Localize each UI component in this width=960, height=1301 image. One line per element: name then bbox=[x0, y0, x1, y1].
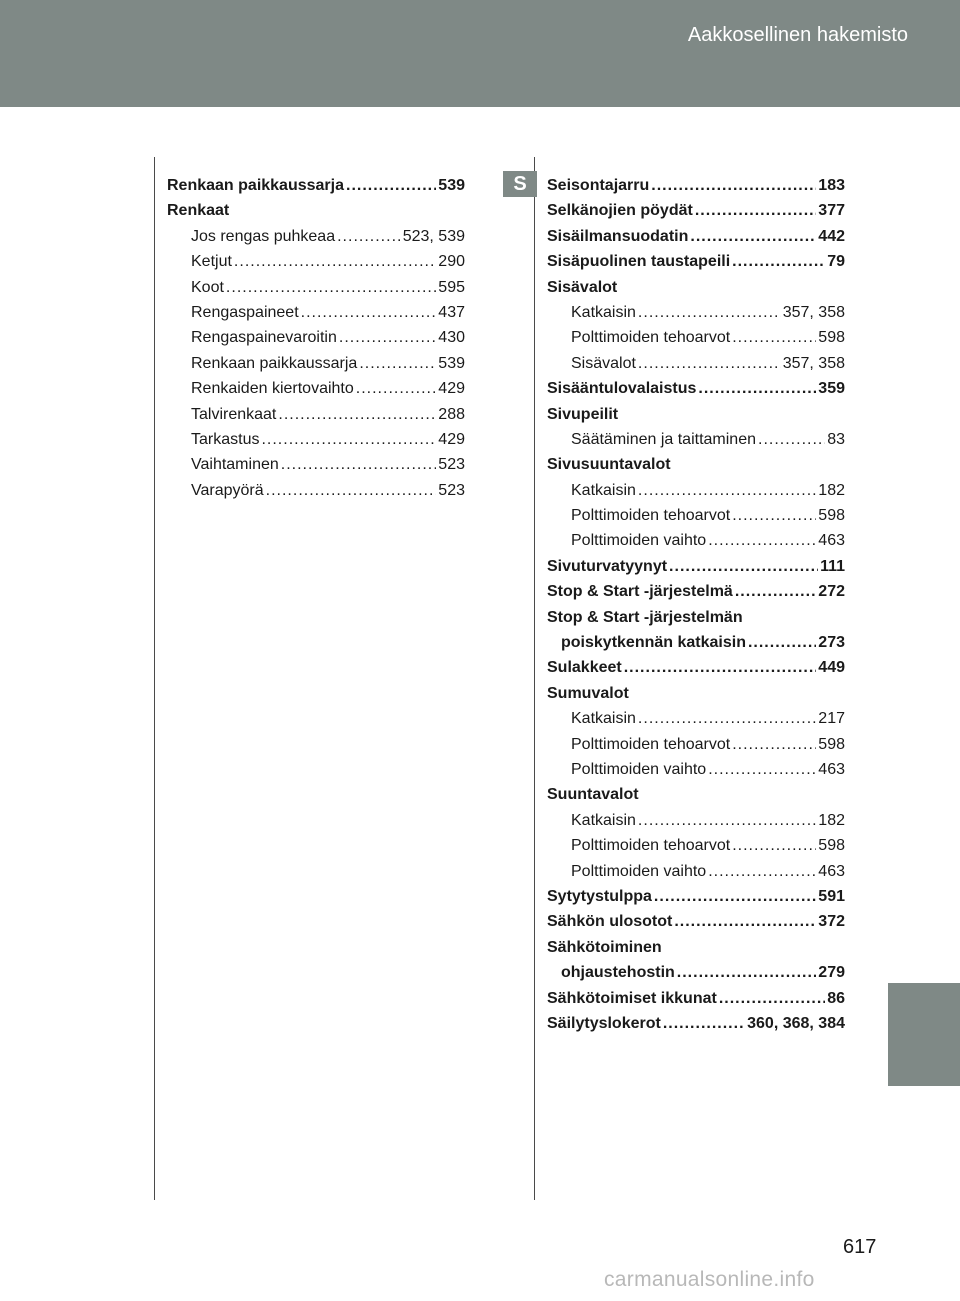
leader-dots bbox=[732, 732, 816, 757]
entry-page-ref[interactable]: 442 bbox=[818, 227, 845, 245]
leader-dots bbox=[732, 325, 816, 350]
index-subentry[interactable] bbox=[547, 706, 845, 731]
index-subentry[interactable] bbox=[547, 528, 845, 553]
leader-dots bbox=[732, 833, 816, 858]
index-heading[interactable] bbox=[167, 198, 465, 223]
entry-label: Polttimoiden vaihto bbox=[571, 862, 707, 880]
leader-dots bbox=[719, 986, 825, 1011]
index-heading-label: Sivusuuntavalot bbox=[547, 456, 671, 474]
entry-label: Renkaiden kiertovaihto bbox=[191, 380, 354, 398]
leader-dots bbox=[278, 402, 436, 427]
entry-page-ref[interactable]: 359 bbox=[818, 380, 845, 398]
entry-page-ref[interactable]: 182 bbox=[818, 811, 845, 829]
leader-dots bbox=[281, 452, 437, 477]
index-subentry[interactable] bbox=[167, 275, 465, 300]
entry-label: Polttimoiden vaihto bbox=[571, 760, 707, 778]
entry-page-ref[interactable]: 463 bbox=[818, 532, 845, 550]
index-heading[interactable] bbox=[547, 275, 845, 300]
entry-label: Polttimoiden tehoarvot bbox=[571, 735, 731, 753]
entry-page-ref[interactable]: 523 bbox=[438, 481, 465, 499]
entry-page-ref[interactable]: 523, 539 bbox=[402, 227, 465, 245]
entry-page-ref[interactable]: 86 bbox=[827, 989, 845, 1007]
leader-dots bbox=[669, 554, 818, 579]
index-subentry[interactable] bbox=[167, 300, 465, 325]
entry-page-ref[interactable]: 360, 368, 384 bbox=[747, 1014, 845, 1032]
entry-label: Vaihtaminen bbox=[191, 456, 279, 474]
leader-dots bbox=[677, 960, 817, 985]
entry-page-ref[interactable]: 377 bbox=[818, 202, 845, 220]
leader-dots bbox=[234, 249, 436, 274]
entry-label: Renkaan paikkaussarja bbox=[167, 177, 344, 194]
entry-label: Sähkötoimiset ikkunat bbox=[547, 989, 717, 1007]
leader-dots bbox=[732, 503, 816, 528]
leader-dots bbox=[674, 909, 816, 934]
entry-label: Polttimoiden tehoarvot bbox=[571, 329, 731, 347]
entry-page-ref[interactable]: 357, 358 bbox=[782, 354, 845, 372]
index-subentry[interactable] bbox=[547, 757, 845, 782]
leader-dots bbox=[638, 706, 816, 731]
leader-dots bbox=[732, 249, 825, 274]
index-subentry[interactable] bbox=[167, 427, 465, 452]
leader-dots bbox=[758, 427, 825, 452]
index-subentry[interactable] bbox=[547, 833, 845, 858]
entry-label: Polttimoiden tehoarvot bbox=[571, 507, 731, 525]
leader-dots bbox=[638, 351, 781, 376]
index-subentry[interactable] bbox=[547, 351, 845, 376]
entry-page-ref[interactable]: 83 bbox=[827, 430, 845, 448]
index-entry[interactable] bbox=[547, 884, 845, 909]
index-entry[interactable] bbox=[547, 986, 845, 1011]
entry-label: Katkaisin bbox=[571, 303, 636, 321]
entry-page-ref[interactable]: 272 bbox=[818, 583, 845, 601]
index-entry[interactable] bbox=[547, 1011, 845, 1036]
index-subentry[interactable] bbox=[547, 732, 845, 757]
index-entry[interactable] bbox=[547, 249, 845, 274]
leader-dots bbox=[337, 224, 401, 249]
entry-label: ohjaustehostin bbox=[561, 964, 675, 982]
index-subentry[interactable] bbox=[547, 503, 845, 528]
leader-dots bbox=[301, 300, 437, 325]
entry-page-ref[interactable]: 598 bbox=[818, 837, 845, 855]
entry-page-ref[interactable]: 183 bbox=[818, 177, 845, 194]
leader-dots bbox=[695, 198, 816, 223]
entry-page-ref[interactable]: 539 bbox=[438, 354, 465, 372]
entry-label: Rengaspainevaroitin bbox=[191, 329, 337, 347]
entry-label: Sähkön ulosotot bbox=[547, 913, 673, 931]
entry-label: Rengaspaineet bbox=[191, 303, 299, 321]
index-subentry[interactable] bbox=[167, 325, 465, 350]
entry-label: Ketjut bbox=[191, 253, 232, 271]
entry-page-ref[interactable]: 449 bbox=[818, 659, 845, 677]
index-heading-label: Sähkötoiminen bbox=[547, 938, 662, 956]
leader-dots bbox=[698, 376, 816, 401]
index-entry[interactable] bbox=[167, 173, 465, 198]
index-subentry[interactable] bbox=[167, 249, 465, 274]
entry-page-ref[interactable]: 591 bbox=[818, 887, 845, 905]
entry-label: Sytytystulppa bbox=[547, 887, 652, 905]
leader-dots bbox=[261, 427, 436, 452]
index-subentry[interactable] bbox=[547, 859, 845, 884]
entry-label: Tarkastus bbox=[191, 430, 260, 448]
index-heading-label: Suuntavalot bbox=[547, 786, 639, 804]
index-subentry[interactable] bbox=[547, 427, 845, 452]
entry-page-ref[interactable]: 111 bbox=[820, 557, 845, 575]
index-subentry[interactable] bbox=[547, 478, 845, 503]
entry-label: Sisäpuolinen taustapeili bbox=[547, 253, 731, 271]
entry-label: poiskytkennän katkaisin bbox=[561, 634, 746, 652]
index-entry[interactable] bbox=[547, 224, 845, 249]
entry-page-ref[interactable]: 429 bbox=[438, 430, 465, 448]
index-entry[interactable] bbox=[547, 554, 845, 579]
index-entry[interactable] bbox=[547, 909, 845, 934]
entry-page-ref[interactable]: 598 bbox=[818, 735, 845, 753]
chapter-side-tab bbox=[888, 983, 960, 1086]
entry-label: Sisävalot bbox=[571, 354, 636, 372]
index-entry[interactable] bbox=[547, 173, 845, 198]
index-column-right bbox=[547, 173, 845, 1036]
entry-label: Stop & Start -järjestelmä bbox=[547, 583, 733, 601]
leader-dots bbox=[748, 630, 816, 655]
index-heading[interactable] bbox=[547, 782, 845, 807]
entry-label: Renkaan paikkaussarja bbox=[191, 354, 358, 372]
leader-dots bbox=[708, 757, 816, 782]
index-heading-label: Sumuvalot bbox=[547, 684, 629, 702]
entry-page-ref[interactable]: 182 bbox=[818, 481, 845, 499]
index-heading-label: Stop & Start -järjestelmän bbox=[547, 608, 743, 626]
leader-dots bbox=[624, 655, 817, 680]
entry-page-ref[interactable]: 539 bbox=[438, 177, 465, 194]
leader-dots bbox=[663, 1011, 745, 1036]
index-subentry[interactable] bbox=[167, 478, 465, 503]
leader-dots bbox=[356, 376, 437, 401]
entry-page-ref[interactable]: 273 bbox=[818, 634, 845, 652]
section-title: Aakkosellinen hakemisto bbox=[687, 24, 908, 46]
entry-label: Varapyörä bbox=[191, 481, 264, 499]
entry-label: Koot bbox=[191, 278, 224, 296]
left-column-rule bbox=[154, 157, 155, 1200]
entry-page-ref[interactable]: 279 bbox=[818, 964, 845, 982]
entry-label: Polttimoiden vaihto bbox=[571, 532, 707, 550]
leader-dots bbox=[346, 173, 436, 198]
index-heading[interactable] bbox=[547, 605, 845, 630]
center-column-rule bbox=[534, 157, 535, 1200]
leader-dots bbox=[651, 173, 816, 198]
entry-label: Seisontajarru bbox=[547, 177, 650, 194]
entry-label: Sulakkeet bbox=[547, 659, 622, 677]
index-heading[interactable] bbox=[547, 681, 845, 706]
watermark: carmanualsonline.info bbox=[604, 1268, 815, 1291]
index-subentry[interactable] bbox=[547, 808, 845, 833]
entry-page-ref[interactable]: 372 bbox=[818, 913, 845, 931]
leader-dots bbox=[638, 300, 781, 325]
leader-dots bbox=[708, 859, 816, 884]
index-heading[interactable] bbox=[547, 402, 845, 427]
entry-page-ref[interactable]: 437 bbox=[438, 303, 465, 321]
index-subentry[interactable] bbox=[167, 224, 465, 249]
entry-page-ref[interactable]: 357, 358 bbox=[782, 303, 845, 321]
entry-page-ref[interactable]: 598 bbox=[818, 329, 845, 347]
entry-page-ref[interactable]: 79 bbox=[827, 253, 845, 271]
leader-dots bbox=[708, 528, 816, 553]
entry-page-ref[interactable]: 463 bbox=[818, 862, 845, 880]
entry-label: Säilytyslokerot bbox=[547, 1014, 661, 1032]
entry-page-ref[interactable]: 463 bbox=[818, 760, 845, 778]
leader-dots bbox=[339, 325, 436, 350]
leader-dots bbox=[359, 351, 436, 376]
index-heading-label: Sisävalot bbox=[547, 278, 618, 296]
index-entry[interactable] bbox=[547, 630, 845, 655]
index-entry[interactable] bbox=[547, 376, 845, 401]
entry-label: Selkänojien pöydät bbox=[547, 202, 693, 220]
index-subentry[interactable] bbox=[167, 402, 465, 427]
leader-dots bbox=[226, 275, 436, 300]
section-letter-badge: S bbox=[503, 171, 537, 197]
entry-label: Katkaisin bbox=[571, 481, 636, 499]
leader-dots bbox=[638, 808, 816, 833]
index-entry[interactable] bbox=[547, 655, 845, 680]
index-heading[interactable] bbox=[547, 452, 845, 477]
entry-label: Jos rengas puhkeaa bbox=[191, 227, 336, 245]
page-number: 617 bbox=[843, 1236, 877, 1258]
index-subentry[interactable] bbox=[167, 376, 465, 401]
entry-page-ref[interactable]: 288 bbox=[438, 405, 465, 423]
index-entry[interactable] bbox=[547, 579, 845, 604]
index-heading[interactable] bbox=[547, 935, 845, 960]
leader-dots bbox=[266, 478, 437, 503]
leader-dots bbox=[735, 579, 816, 604]
entry-label: Sivuturvatyynyt bbox=[547, 557, 668, 575]
entry-label: Sisäilmansuodatin bbox=[547, 227, 689, 245]
entry-page-ref[interactable]: 595 bbox=[438, 278, 465, 296]
entry-page-ref[interactable]: 429 bbox=[438, 380, 465, 398]
leader-dots bbox=[654, 884, 816, 909]
index-subentry[interactable] bbox=[547, 300, 845, 325]
index-entry[interactable] bbox=[547, 198, 845, 223]
index-column-left bbox=[167, 173, 465, 503]
entry-page-ref[interactable]: 430 bbox=[438, 329, 465, 347]
index-subentry[interactable] bbox=[167, 452, 465, 477]
entry-page-ref[interactable]: 290 bbox=[438, 253, 465, 271]
index-entry[interactable] bbox=[547, 960, 845, 985]
entry-label: Säätäminen ja taittaminen bbox=[571, 430, 756, 448]
entry-label: Talvirenkaat bbox=[191, 405, 277, 423]
entry-label: Polttimoiden tehoarvot bbox=[571, 837, 731, 855]
index-heading-label: Renkaat bbox=[167, 202, 230, 220]
entry-page-ref[interactable]: 523 bbox=[438, 456, 465, 474]
index-subentry[interactable] bbox=[167, 351, 465, 376]
leader-dots bbox=[690, 224, 816, 249]
entry-page-ref[interactable]: 217 bbox=[818, 710, 845, 728]
entry-label: Sisääntulovalaistus bbox=[547, 380, 697, 398]
entry-label: Katkaisin bbox=[571, 811, 636, 829]
header-band bbox=[0, 0, 960, 107]
entry-label: Katkaisin bbox=[571, 710, 636, 728]
index-subentry[interactable] bbox=[547, 325, 845, 350]
entry-page-ref[interactable]: 598 bbox=[818, 507, 845, 525]
index-heading-label: Sivupeilit bbox=[547, 405, 619, 423]
leader-dots bbox=[638, 478, 816, 503]
